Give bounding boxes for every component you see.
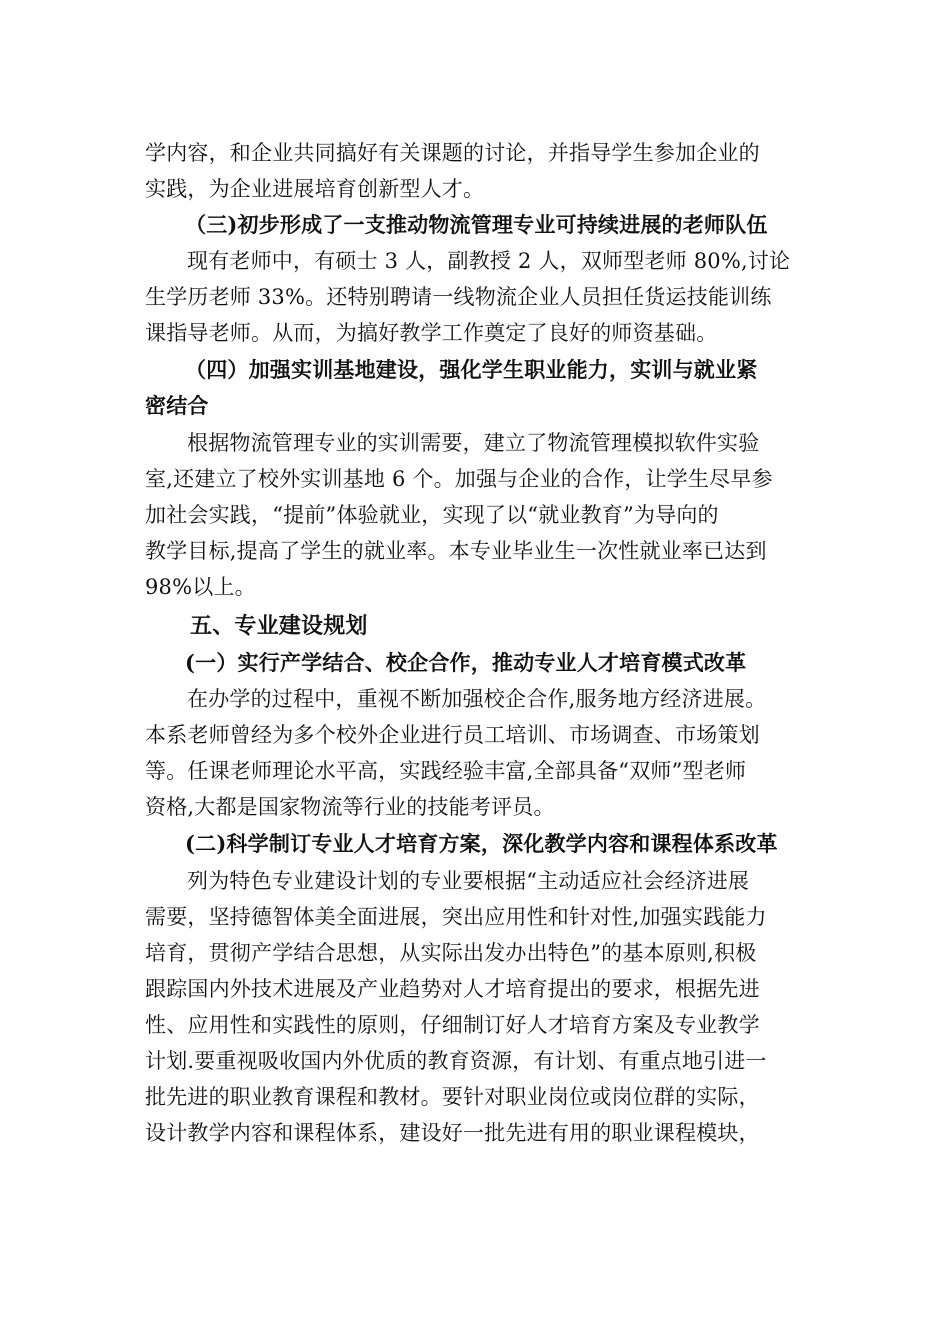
paragraph-line: 本系老师曾经为多个校外企业进行员工培训、市场调查、市场策划 <box>145 723 760 747</box>
paragraph-line: 课指导老师。从而，为搞好教学工作奠定了良好的师资基础。 <box>145 321 718 345</box>
paragraph-line: 列为特色专业建设计划的专业要根据“主动适应社会经济进展 <box>187 869 750 893</box>
paragraph-line: 性、应用性和实践性的原则，仔细制订好人才培育方案及专业教学 <box>145 1013 760 1037</box>
paragraph-line: 室,还建立了校外实训基地 6 个。加强与企业的合作，让学生尽早参 <box>145 467 773 491</box>
paragraph-line: 教学目标,提高了学生的就业率。本专业毕业生一次性就业率已达到 <box>145 539 767 563</box>
paragraph-line: 生学历老师 33%。还特别聘请一线物流企业人员担任货运技能训练 <box>145 285 772 309</box>
paragraph-line: 设计教学内容和课程体系，建设好一批先进有用的职业课程模块， <box>145 1121 760 1145</box>
paragraph-line: 资格,大都是国家物流等行业的技能考评员。 <box>145 795 555 819</box>
paragraph-line: 批先进的职业教育课程和教材。要针对职业岗位或岗位群的实际， <box>145 1085 760 1109</box>
chapter-heading-5: 五、专业建设规划 <box>190 613 368 639</box>
section-heading-4: （四）加强实训基地建设，强化学生职业能力，实训与就业紧 <box>185 357 758 382</box>
paragraph-line: 加社会实践，“提前”体验就业，实现了以“就业教育”为导向的 <box>145 503 719 527</box>
paragraph-line: 培育，贯彻产学结合思想，从实际出发办出特色”的基本原则,积极 <box>145 941 757 965</box>
paragraph-line: 实践，为企业进展培育创新型人才。 <box>145 177 485 201</box>
section-heading-1: (一）实行产学结合、校企合作，推动专业人才培育模式改革 <box>185 650 747 675</box>
section-heading-4-cont: 密结合 <box>145 393 209 418</box>
paragraph-line: 98%以上。 <box>145 575 256 599</box>
paragraph-line: 现有老师中，有硕士 3 人，副教授 2 人，双师型老师 80%,讨论 <box>187 249 791 273</box>
paragraph-line: 等。任课老师理论水平高，实践经验丰富,全部具备“双师”型老师 <box>145 759 747 783</box>
paragraph-line: 根据物流管理专业的实训需要，建立了物流管理模拟软件实验 <box>187 431 760 455</box>
paragraph-line: 在办学的过程中，重视不断加强校企合作,服务地方经济进展。 <box>187 687 767 711</box>
paragraph-line: 计划.要重视吸收国内外优质的教育资源，有计划、有重点地引进一 <box>145 1049 767 1073</box>
paragraph-line: 学内容，和企业共同搞好有关课题的讨论，并指导学生参加企业的 <box>145 141 760 165</box>
paragraph-line: 跟踪国内外技术进展及产业趋势对人才培育提出的要求，根据先进 <box>145 977 760 1001</box>
section-heading-3: （三)初步形成了一支推动物流管理专业可持续进展的老师队伍 <box>185 212 768 237</box>
paragraph-line: 需要，坚持德智体美全面进展，突出应用性和针对性,加强实践能力 <box>145 905 767 929</box>
section-heading-2: (二)科学制订专业人才培育方案，深化教学内容和课程体系改革 <box>185 831 778 856</box>
